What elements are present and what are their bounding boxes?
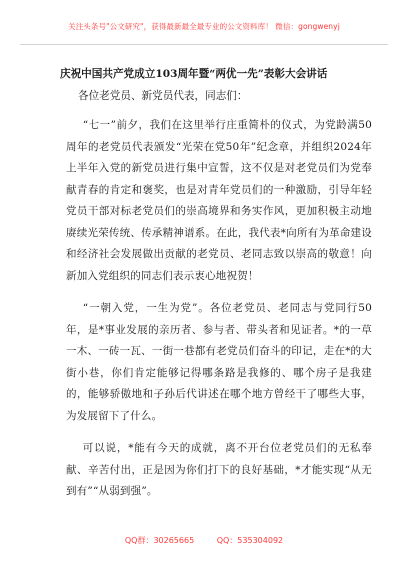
- footer-qq: QQ：535304092: [216, 536, 284, 545]
- document-title: 庆祝中国共产党成立103周年暨“两优一先”表彰大会讲话: [60, 68, 328, 80]
- paragraph-1: “七一”前夕，我们在这里举行庄重简朴的仪式，为党龄满50周年的老党员代表颁发“光荣在党50年”纪念章，并组织2024年上半年入党的新党员进行集中宣誓，这不仅是对老党员们为党奉献青春的肯定和褒奖，也是对青年党员们的一种激励，引导年轻党员干部对标老党员们的崇高境界和务实作风，更加积极主动地赓续光荣传统、传承精神谱系。在此，我代表*向所有为革命建设和经济社会发展做出贡献的老党员、老同志致以崇高的敬意！向新加入党组织的同志们表示衷心地祝贺！: [66, 119, 372, 282]
- footer-qq-group: QQ群：30265665: [124, 536, 195, 545]
- document-body: [60, 66, 372, 514]
- paragraph-2: “一朝入党，一生为党”。各位老党员、老同志与党同行50年，是*事业发展的亲历者、参与者、带头者和见证者。*的一草一木、一砖一瓦、一街一巷都有老党员们奋斗的印记，走在*的大街小巷，你们肯定能够记得哪条路是我修的、哪个房子是我建的，能够骄傲地和子孙后代讲述在哪个地方曾经干了哪些大事，为发展留下了什么。: [66, 302, 372, 422]
- footer-contact: [0, 535, 408, 546]
- paragraph-3: 可以说，*能有今天的成就，离不开台位老党员们的无私奉献、辛苦付出，正是因为你们打下的良好基础，*才能实现“从无到有”“从弱到强”。: [66, 442, 372, 497]
- header-banner: [20, 12, 388, 45]
- document-paragraphs: [66, 115, 372, 503]
- promo-text: 关注头条号"公文研究"，获得最新最全最专业的公文资料库！ 微信：gongwenyj: [68, 22, 340, 31]
- document-greeting: 各位老党员、新党员代表，同志们：: [78, 90, 248, 102]
